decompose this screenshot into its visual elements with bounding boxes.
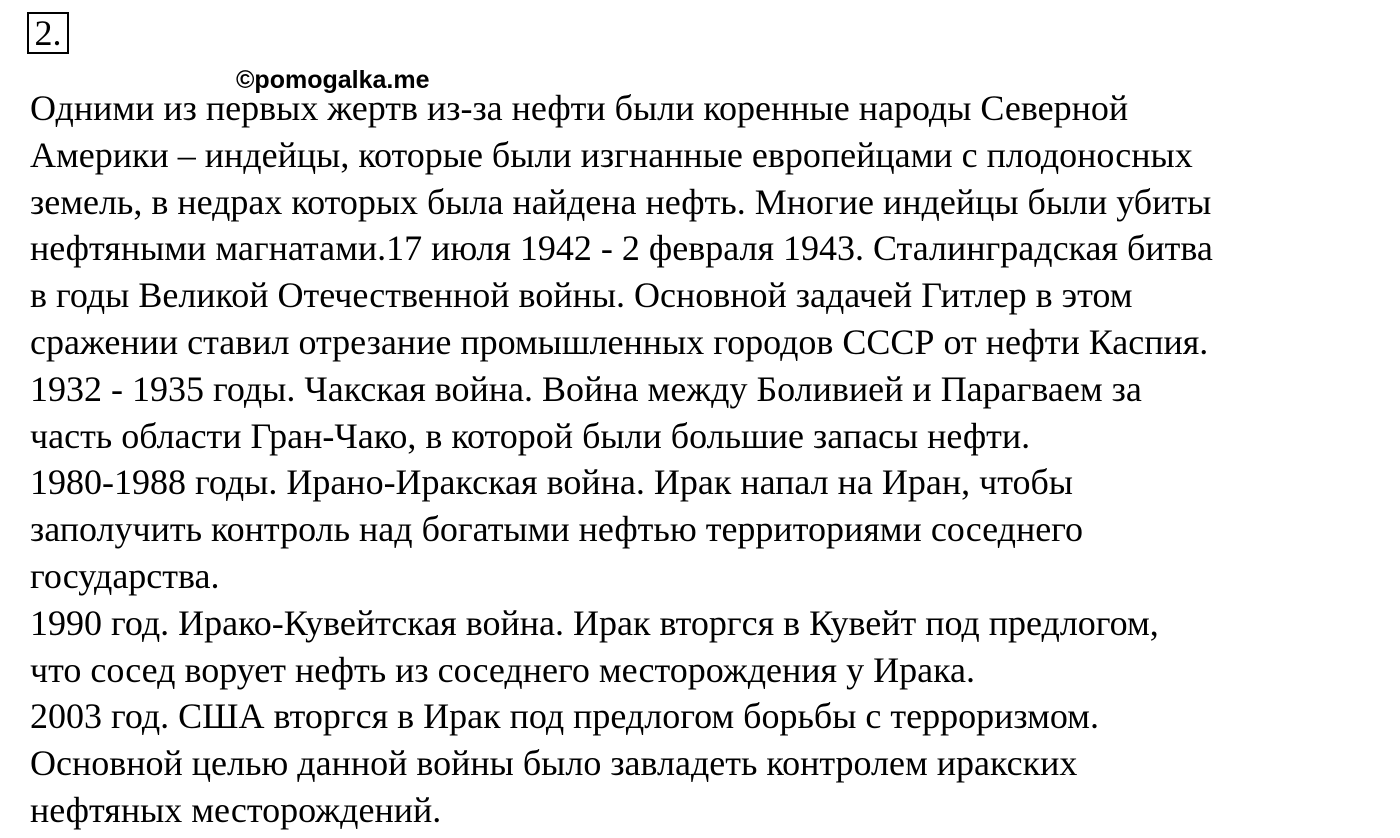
text-line: государства. bbox=[30, 555, 220, 596]
text-line: что сосед ворует нефть из соседнего месторождения у Ирака. bbox=[30, 649, 976, 690]
text-line: в годы Великой Отечественной войны. Основной задачей Гитлер в этом bbox=[30, 275, 1133, 316]
text-line: 1932 - 1935 годы. Чакская война. Война между Боливией и Парагваем за bbox=[30, 368, 1142, 409]
text-line: нефтяных месторождений. bbox=[30, 789, 442, 830]
text-line: 1990 год. Ирако-Кувейтская война. Ирак вторгся в Кувейт под предлогом, bbox=[30, 602, 1159, 643]
answer-text bbox=[30, 85, 1390, 834]
task-number-box: 2. bbox=[27, 12, 69, 54]
text-line: земель, в недрах которых была найдена нефть. Многие индейцы были убиты bbox=[30, 181, 1212, 222]
text-line: 1980-1988 годы. Ирано-Иракская война. Ирак напал на Иран, чтобы bbox=[30, 462, 1073, 503]
text-line: сражении ставил отрезание промышленных городов СССР от нефти Каспия. bbox=[30, 321, 1209, 362]
text-line: Одними из первых жертв из-за нефти были коренные народы Северной bbox=[30, 88, 1129, 128]
text-line: нефтяными магнатами.17 июля 1942 - 2 февраля 1943. Сталинградская битва bbox=[30, 228, 1213, 269]
text-line: заполучить контроль над богатыми нефтью территориями соседнего bbox=[30, 509, 1084, 550]
text-line: 2003 год. США вторгся в Ирак под предлогом борьбы с терроризмом. bbox=[30, 696, 1099, 737]
text-line: Основной целью данной войны было завладеть контролем иракских bbox=[30, 743, 1078, 784]
text-line: Америки – индейцы, которые были изгнанные европейцами с плодоносных bbox=[30, 134, 1193, 175]
watermark-text: ©pomogalka.me bbox=[236, 66, 430, 94]
text-line: часть области Гран-Чако, в которой были большие запасы нефти. bbox=[30, 415, 1031, 456]
